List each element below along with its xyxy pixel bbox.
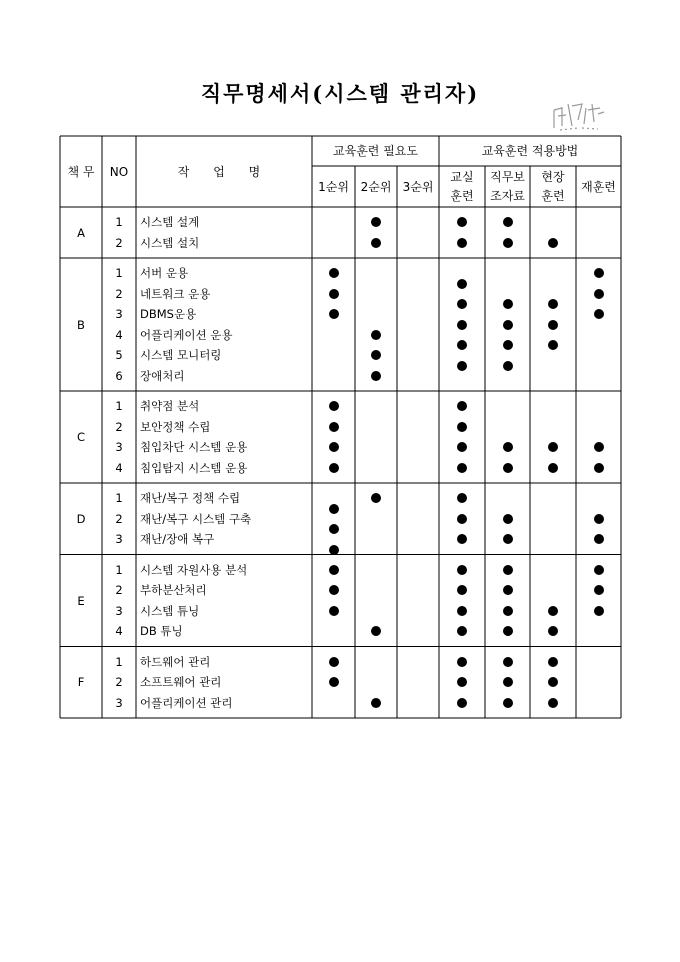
applicable-mark <box>457 340 467 350</box>
applicable-mark <box>503 534 513 544</box>
task-name: 소프트웨어 관리 <box>140 675 222 690</box>
applicable-mark <box>548 299 558 309</box>
task-name: 재난/복구 시스템 구축 <box>140 511 252 526</box>
task-name: DB 튜닝 <box>140 624 183 639</box>
applicable-mark <box>329 422 339 432</box>
task-no: 2 <box>115 583 123 598</box>
task-no: 3 <box>115 532 123 547</box>
applicable-mark <box>548 606 558 616</box>
task-no: 5 <box>115 348 123 363</box>
applicable-mark <box>371 698 381 708</box>
task-no: 2 <box>115 675 123 690</box>
applicable-mark <box>503 299 513 309</box>
applicable-mark <box>457 401 467 411</box>
task-no: 3 <box>115 440 123 455</box>
applicable-mark <box>457 422 467 432</box>
duty-label-D: D <box>76 511 86 526</box>
applicable-mark <box>457 698 467 708</box>
header-method-2-line1: 직무보 <box>490 170 525 184</box>
applicable-mark <box>457 677 467 687</box>
applicable-mark <box>329 442 339 452</box>
header-duty: 책 무 <box>67 164 95 179</box>
applicable-mark <box>503 585 513 595</box>
applicable-mark <box>457 606 467 616</box>
applicable-mark <box>457 626 467 636</box>
header-method-2-line2: 조자료 <box>490 189 525 203</box>
header-no: NO <box>109 164 129 179</box>
task-no: 1 <box>115 562 123 577</box>
applicable-mark <box>594 534 604 544</box>
header-method-3-line2: 훈련 <box>541 189 565 203</box>
task-name: 시스템 튜닝 <box>140 603 200 618</box>
applicable-mark <box>329 657 339 667</box>
applicable-mark <box>329 268 339 278</box>
applicable-mark <box>329 309 339 319</box>
task-name: 장애처리 <box>140 368 185 383</box>
task-no: 1 <box>115 266 123 281</box>
duty-label-F: F <box>77 675 85 690</box>
applicable-mark <box>329 677 339 687</box>
applicable-mark <box>503 677 513 687</box>
applicable-mark <box>594 442 604 452</box>
task-name: 보안정책 수립 <box>140 419 211 434</box>
task-no: 3 <box>115 695 123 710</box>
task-name: 재난/장애 복구 <box>140 532 215 547</box>
applicable-mark <box>457 565 467 575</box>
duty-label-C: C <box>76 430 86 444</box>
header-method-3-line1: 현장 <box>541 170 565 184</box>
task-name: 하드웨어 관리 <box>140 654 211 669</box>
applicable-mark <box>594 289 604 299</box>
applicable-mark <box>457 442 467 452</box>
applicable-mark <box>503 565 513 575</box>
applicable-mark <box>329 565 339 575</box>
applicable-mark <box>594 268 604 278</box>
task-name: 시스템 모니터링 <box>140 348 222 363</box>
applicable-mark <box>457 585 467 595</box>
applicable-mark <box>503 626 513 636</box>
header-method-1-line1: 교실 <box>450 170 474 184</box>
applicable-mark <box>594 585 604 595</box>
applicable-mark <box>503 657 513 667</box>
task-name: 취약점 분석 <box>140 399 200 414</box>
task-name: 시스템 자원사용 분석 <box>140 562 248 577</box>
applicable-mark <box>371 626 381 636</box>
task-name: 재난/복구 정책 수립 <box>140 491 241 506</box>
task-no: 1 <box>115 491 123 506</box>
applicable-mark <box>503 320 513 330</box>
applicable-mark <box>457 534 467 544</box>
applicable-mark <box>457 463 467 473</box>
header-priority-2: 2순위 <box>360 179 392 194</box>
applicable-mark <box>329 504 339 514</box>
task-no: 4 <box>115 624 123 639</box>
task-no: 2 <box>115 511 123 526</box>
task-no: 2 <box>115 286 123 301</box>
applicable-mark <box>594 514 604 524</box>
header-task-name: 작 업 명 <box>177 164 271 179</box>
applicable-mark <box>503 442 513 452</box>
task-no: 3 <box>115 307 123 322</box>
applicable-mark <box>371 371 381 381</box>
task-name: 시스템 설치 <box>140 235 200 250</box>
applicable-mark <box>371 493 381 503</box>
applicable-mark <box>329 289 339 299</box>
task-no: 6 <box>115 368 123 383</box>
applicable-mark <box>503 340 513 350</box>
applicable-mark <box>329 606 339 616</box>
task-name: 침입탐지 시스템 운용 <box>140 460 248 475</box>
task-no: 4 <box>115 460 123 475</box>
duty-label-B: B <box>77 317 85 332</box>
duty-label-A: A <box>77 225 85 240</box>
applicable-mark <box>329 545 339 555</box>
task-no: 1 <box>115 654 123 669</box>
applicable-mark <box>503 514 513 524</box>
applicable-mark <box>594 309 604 319</box>
applicable-mark <box>457 238 467 248</box>
task-name: 서버 운용 <box>140 266 189 281</box>
applicable-mark <box>329 463 339 473</box>
header-training-method: 교육훈련 적용방법 <box>481 144 579 158</box>
applicable-mark <box>457 657 467 667</box>
applicable-mark <box>329 585 339 595</box>
applicable-mark <box>457 217 467 227</box>
applicable-mark <box>457 514 467 524</box>
task-name: DBMS운용 <box>140 307 197 322</box>
task-no: 3 <box>115 603 123 618</box>
applicable-mark <box>503 238 513 248</box>
applicable-mark <box>548 238 558 248</box>
task-name: 어플리케이션 관리 <box>140 695 233 710</box>
applicable-mark <box>548 626 558 636</box>
applicable-mark <box>548 657 558 667</box>
applicable-mark <box>594 565 604 575</box>
applicable-mark <box>457 493 467 503</box>
header-training-need: 교육훈련 필요도 <box>333 144 418 158</box>
applicable-mark <box>503 463 513 473</box>
task-name: 어플리케이션 운용 <box>140 327 233 342</box>
task-no: 1 <box>115 215 123 230</box>
header-priority-3: 3순위 <box>402 179 434 194</box>
applicable-mark <box>329 524 339 534</box>
applicable-mark <box>503 217 513 227</box>
applicable-mark <box>548 442 558 452</box>
applicable-mark <box>371 350 381 360</box>
applicable-mark <box>457 279 467 289</box>
applicable-mark <box>548 320 558 330</box>
task-name: 침입차단 시스템 운용 <box>140 440 248 455</box>
applicable-mark <box>457 299 467 309</box>
task-no: 2 <box>115 419 123 434</box>
header-priority-1: 1순위 <box>318 179 349 194</box>
header-method-1-line2: 훈련 <box>450 189 474 203</box>
task-no: 1 <box>115 399 123 414</box>
task-name: 시스템 설계 <box>140 215 200 230</box>
applicable-mark <box>457 361 467 371</box>
applicable-mark <box>371 330 381 340</box>
applicable-mark <box>594 606 604 616</box>
applicable-mark <box>548 463 558 473</box>
header-method-4: 재훈련 <box>581 179 616 194</box>
applicable-mark <box>503 606 513 616</box>
applicable-mark <box>503 698 513 708</box>
applicable-mark <box>503 361 513 371</box>
applicable-mark <box>594 463 604 473</box>
applicable-mark <box>329 401 339 411</box>
task-no: 4 <box>115 327 123 342</box>
applicable-mark <box>371 238 381 248</box>
duty-label-E: E <box>77 593 85 608</box>
page-title: 직무명세서(시스템 관리자) <box>200 81 480 106</box>
applicable-mark <box>548 677 558 687</box>
applicable-mark <box>457 320 467 330</box>
task-no: 2 <box>115 235 123 250</box>
applicable-mark <box>371 217 381 227</box>
applicable-mark <box>548 340 558 350</box>
task-name: 부하분산처리 <box>140 583 207 598</box>
task-name: 네트워크 운용 <box>140 286 211 301</box>
applicable-mark <box>548 698 558 708</box>
